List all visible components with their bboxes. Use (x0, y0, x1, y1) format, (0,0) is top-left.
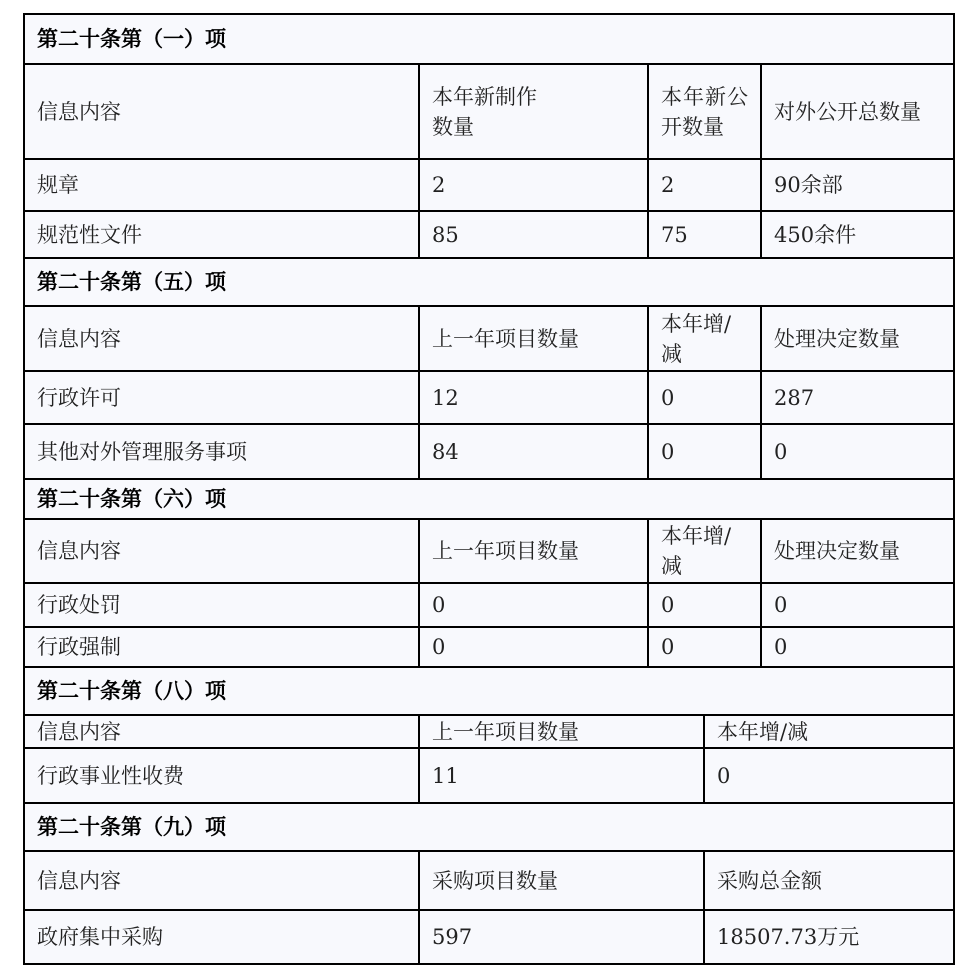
cell: 84 (419, 424, 648, 479)
cell: 2 (648, 159, 761, 211)
cell: 0 (704, 748, 954, 803)
header-cell: 本年新公开数量 (648, 64, 761, 159)
cell: 0 (761, 424, 954, 479)
cell: 597 (419, 910, 704, 964)
cell: 0 (761, 583, 954, 627)
header-cell: 对外公开总数量 (761, 64, 954, 159)
header-cell: 信息内容 (24, 851, 419, 910)
header-cell: 本年新制作数量 (419, 64, 648, 159)
header-cell: 上一年项目数量 (419, 519, 648, 583)
section-title: 第二十条第（一）项 (24, 14, 954, 64)
cell: 85 (419, 211, 648, 258)
cell: 0 (419, 627, 648, 667)
cell: 0 (648, 371, 761, 424)
header-cell: 本年增/减 (648, 306, 761, 371)
cell: 18507.73万元 (704, 910, 954, 964)
cell: 12 (419, 371, 648, 424)
table-row (24, 424, 954, 479)
cell: 其他对外管理服务事项 (24, 424, 419, 479)
header-cell: 上一年项目数量 (419, 715, 704, 748)
cell: 0 (761, 627, 954, 667)
cell: 90余部 (761, 159, 954, 211)
section-title: 第二十条第（六）项 (24, 479, 954, 519)
cell: 规章 (24, 159, 419, 211)
cell: 450余件 (761, 211, 954, 258)
cell: 行政处罚 (24, 583, 419, 627)
header-cell: 采购项目数量 (419, 851, 704, 910)
header-cell: 上一年项目数量 (419, 306, 648, 371)
table-row (24, 159, 954, 211)
cell: 行政强制 (24, 627, 419, 667)
cell: 11 (419, 748, 704, 803)
header-cell: 本年增/减 (704, 715, 954, 748)
cell: 0 (648, 627, 761, 667)
cell: 0 (648, 583, 761, 627)
header-cell: 处理决定数量 (761, 306, 954, 371)
header-cell: 信息内容 (24, 519, 419, 583)
section-title: 第二十条第（九）项 (24, 803, 954, 851)
header-cell: 本年增/减 (648, 519, 761, 583)
table-row (24, 211, 954, 258)
cell: 政府集中采购 (24, 910, 419, 964)
header-cell: 采购总金额 (704, 851, 954, 910)
header-cell: 信息内容 (24, 715, 419, 748)
section-title: 第二十条第（八）项 (24, 667, 954, 715)
cell: 75 (648, 211, 761, 258)
table-row (24, 627, 954, 667)
cell: 行政许可 (24, 371, 419, 424)
header-cell: 信息内容 (24, 306, 419, 371)
cell: 0 (419, 583, 648, 627)
cell: 2 (419, 159, 648, 211)
table-row (24, 748, 954, 803)
cell: 行政事业性收费 (24, 748, 419, 803)
header-cell: 信息内容 (24, 64, 419, 159)
cell: 0 (648, 424, 761, 479)
disclosure-table (23, 13, 955, 965)
section-title: 第二十条第（五）项 (24, 258, 954, 306)
table-row (24, 371, 954, 424)
table-row (24, 583, 954, 627)
table-row (24, 910, 954, 964)
header-cell: 处理决定数量 (761, 519, 954, 583)
cell: 规范性文件 (24, 211, 419, 258)
cell: 287 (761, 371, 954, 424)
